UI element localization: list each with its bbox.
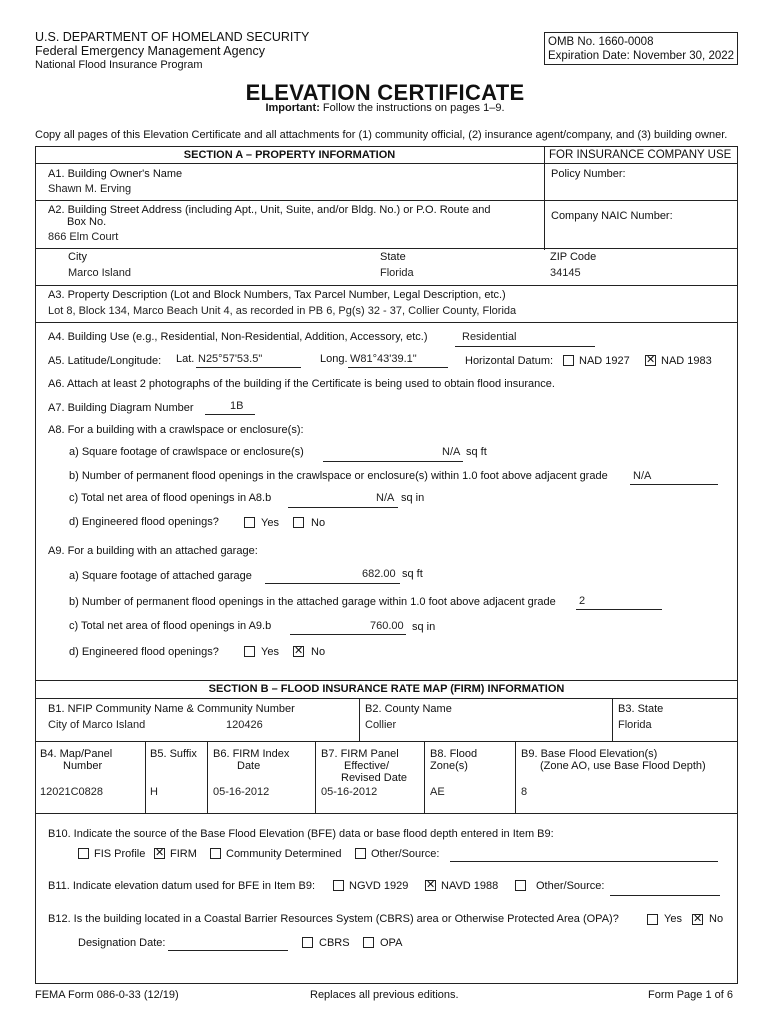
b8-flood-zone[interactable]: AE (430, 786, 445, 798)
b10-other-source-field[interactable] (450, 861, 718, 862)
b6-label: B6. FIRM Index (213, 748, 290, 760)
a2-label: A2. Building Street Address (including Apt., Unit, Suite, and/or Bldg. No.) or P.O. Route and (48, 204, 491, 216)
a7-diagram-number[interactable]: 1B (230, 400, 244, 412)
a8a-unit: sq ft (466, 446, 487, 458)
fis-profile-label: FIS Profile (94, 848, 146, 860)
state-value[interactable]: Florida (380, 267, 414, 279)
a9c-label: c) Total net area of flood openings in A9.b (69, 620, 272, 632)
a2-street-address[interactable]: 866 Elm Court (48, 231, 119, 243)
b7-label-cont-2: Revised Date (341, 772, 408, 784)
a7-label: A7. Building Diagram Number (48, 402, 194, 414)
a9d-no-checkbox[interactable]: ✕ (294, 645, 304, 657)
a9d-yes-checkbox[interactable] (244, 646, 255, 657)
a8d-yes-label: Yes (261, 517, 279, 529)
nad1983-checkbox[interactable]: ✕ (646, 354, 656, 366)
agency-header (35, 30, 309, 72)
a8b-label: b) Number of permanent flood openings in the crawlspace or enclosure(s) within 1.0 foot above adjacent grade (69, 470, 608, 482)
a8a-underline (323, 461, 463, 462)
b9-label-cont: (Zone AO, use Base Flood Depth) (540, 760, 706, 772)
nad1927-checkbox[interactable] (563, 355, 574, 366)
a9-label: A9. For a building with an attached garage: (48, 545, 258, 557)
a8b-underline (630, 484, 718, 485)
divider (35, 248, 738, 249)
important-label: Important: (265, 102, 320, 114)
a9a-label: a) Square footage of attached garage (69, 570, 252, 582)
city-label: City (68, 251, 87, 263)
navd1988-checkbox[interactable]: ✕ (426, 879, 436, 891)
long-underline (348, 367, 448, 368)
b8-label: B8. Flood (430, 748, 478, 760)
b12-label: B12. Is the building located in a Coastal Barrier Resources System (CBRS) area or Otherwise Protected Area (OPA)? (48, 913, 619, 925)
divider (424, 741, 425, 813)
a4-label: A4. Building Use (e.g., Residential, Non-Residential, Addition, Accessory, etc.) (48, 331, 428, 343)
b7-label: B7. FIRM Panel (321, 748, 399, 760)
a7-underline (205, 414, 255, 415)
a8c-underline (288, 507, 398, 508)
a9a-value[interactable]: 682.00 (362, 568, 396, 580)
cbrs-checkbox[interactable] (302, 937, 313, 948)
a1-label: A1. Building Owner's Name (48, 168, 183, 180)
company-naic-label: Company NAIC Number: (551, 210, 673, 222)
a9b-underline (576, 609, 662, 610)
b8-label-cont: Zone(s) (430, 760, 468, 772)
lat-underline (196, 367, 301, 368)
b12-no-checkbox[interactable]: ✕ (693, 913, 703, 925)
divider (515, 741, 516, 813)
b6-firm-index-date[interactable]: 05-16-2012 (213, 786, 270, 798)
ngvd1929-label: NGVD 1929 (349, 880, 409, 892)
a8c-label: c) Total net area of flood openings in A8.b (69, 492, 272, 504)
b6-label-cont: Date (237, 760, 261, 772)
a8d-label: d) Engineered flood openings? (69, 516, 219, 528)
omb-box (544, 32, 738, 65)
insurance-use-label: FOR INSURANCE COMPANY USE (549, 149, 732, 161)
form-number: FEMA Form 086-0-33 (12/19) (35, 989, 179, 1001)
nad1983-label: NAD 1983 (661, 355, 712, 367)
important-note (0, 102, 770, 114)
b9-label: B9. Base Flood Elevation(s) (521, 748, 658, 760)
b3-state[interactable]: Florida (618, 719, 652, 731)
horizontal-datum-label: Horizontal Datum: (465, 355, 554, 367)
firm-checkbox[interactable]: ✕ (155, 847, 165, 859)
policy-number-label: Policy Number: (551, 168, 626, 180)
page-title: ELEVATION CERTIFICATE (245, 80, 525, 105)
section-b-title: SECTION B – FLOOD INSURANCE RATE MAP (FIRM) INFORMATION (208, 683, 565, 695)
section-a-title: SECTION A – PROPERTY INFORMATION (183, 149, 396, 161)
b1-community-name[interactable]: City of Marco Island (48, 719, 146, 731)
b11-other-source-checkbox[interactable] (515, 880, 526, 891)
a8a-label: a) Square footage of crawlspace or enclosure(s) (69, 446, 304, 458)
divider (35, 741, 738, 742)
b4-label: B4. Map/Panel (40, 748, 113, 760)
a8c-value[interactable]: N/A (376, 492, 395, 504)
divider (35, 285, 738, 286)
b11-label: B11. Indicate elevation datum used for BFE in Item B9: (48, 880, 315, 892)
b5-label: B5. Suffix (150, 748, 197, 760)
b10-other-source-checkbox[interactable] (355, 848, 366, 859)
expiration-date: Expiration Date: November 30, 2022 (548, 50, 735, 62)
ngvd1929-checkbox[interactable] (333, 880, 344, 891)
zip-value[interactable]: 34145 (550, 267, 581, 279)
page-number: Form Page 1 of 6 (648, 989, 733, 1001)
latitude-value[interactable]: N25°57'53.5" (198, 353, 263, 365)
b11-other-source-label: Other/Source: (536, 880, 605, 892)
divider (359, 698, 360, 741)
b12-no-label: No (709, 913, 724, 925)
longitude-value[interactable]: W81°43'39.1" (350, 353, 417, 365)
divider (35, 698, 738, 699)
divider (35, 813, 738, 814)
b1-label: B1. NFIP Community Name & Community Number (48, 703, 295, 715)
a9b-value[interactable]: 2 (579, 595, 586, 607)
agency-line-3: National Flood Insurance Program (35, 59, 203, 71)
community-determined-checkbox[interactable] (210, 848, 221, 859)
a4-underline (455, 346, 595, 347)
a6-label: A6. Attach at least 2 photographs of the building if the Certificate is being used to obtain flood insurance. (48, 378, 555, 390)
a9c-underline (290, 634, 406, 635)
a8-label: A8. For a building with a crawlspace or enclosure(s): (48, 424, 304, 436)
divider (544, 146, 545, 250)
b10-label: B10. Indicate the source of the Base Flood Elevation (BFE) data or base flood depth entered in Item B9: (48, 828, 554, 840)
a8c-unit: sq in (401, 492, 425, 504)
city-value[interactable]: Marco Island (68, 267, 131, 279)
b4-label-cont: Number (63, 760, 103, 772)
fis-profile-checkbox[interactable] (78, 848, 89, 859)
lat-label: Lat. (176, 353, 195, 365)
divider (207, 741, 208, 813)
divider (35, 163, 738, 164)
a9d-yes-label: Yes (261, 646, 279, 658)
b3-label: B3. State (618, 703, 664, 715)
opa-checkbox[interactable] (363, 937, 374, 948)
b11-other-source-field[interactable] (610, 895, 720, 896)
copy-instructions: Copy all pages of this Elevation Certificate and all attachments for (1) community official, (2) insurance agent/company, and (3) building owner. (35, 129, 728, 141)
b2-county-name[interactable]: Collier (365, 719, 397, 731)
a2-label-cont: Box No. (67, 216, 107, 228)
a4-building-use[interactable]: Residential (462, 331, 517, 343)
nad1927-label: NAD 1927 (579, 355, 630, 367)
b1-community-number[interactable]: 120426 (226, 719, 263, 731)
b5-suffix[interactable]: H (150, 786, 158, 798)
a3-label: A3. Property Description (Lot and Block Numbers, Tax Parcel Number, Legal Description, etc.) (48, 289, 506, 301)
a9d-no-label: No (311, 646, 326, 658)
b2-label: B2. County Name (365, 703, 452, 715)
a8a-value[interactable]: N/A (442, 446, 461, 458)
a1-owner-name[interactable]: Shawn M. Erving (48, 183, 132, 195)
b4-map-panel-number[interactable]: 12021C0828 (40, 786, 104, 798)
agency-line-1: U.S. DEPARTMENT OF HOMELAND SECURITY (35, 30, 310, 44)
divider (35, 200, 738, 201)
a9b-label: b) Number of permanent flood openings in the attached garage within 1.0 foot above adjacent grade (69, 596, 556, 608)
divider (145, 741, 146, 813)
b12-yes-checkbox[interactable] (647, 914, 658, 925)
important-text: Follow the instructions on pages 1–9. (319, 102, 505, 114)
a9c-value[interactable]: 760.00 (370, 620, 404, 632)
b12-yes-label: Yes (664, 913, 682, 925)
zip-label: ZIP Code (550, 251, 597, 263)
state-label: State (380, 251, 406, 263)
replaces-note: Replaces all previous editions. (310, 989, 459, 1001)
agency-line-2: Federal Emergency Management Agency (35, 44, 265, 58)
a9a-unit: sq ft (402, 568, 423, 580)
designation-date-label: Designation Date: (78, 937, 166, 949)
cbrs-label: CBRS (319, 937, 350, 949)
long-label: Long. (320, 353, 348, 365)
firm-label: FIRM (170, 848, 197, 860)
navd1988-label: NAVD 1988 (441, 880, 499, 892)
opa-label: OPA (380, 937, 403, 949)
a9d-label: d) Engineered flood openings? (69, 646, 219, 658)
community-determined-label: Community Determined (226, 848, 342, 860)
a8b-value[interactable]: N/A (633, 470, 652, 482)
a8d-no-checkbox[interactable] (293, 517, 304, 528)
b7-label-cont-1: Effective/ (344, 760, 390, 772)
a5-label: A5. Latitude/Longitude: (48, 355, 162, 367)
a3-property-description[interactable]: Lot 8, Block 134, Marco Beach Unit 4, as recorded in PB 6, Pg(s) 32 - 37, Collier County, Florida (48, 305, 517, 317)
a8d-yes-checkbox[interactable] (244, 517, 255, 528)
divider (35, 322, 738, 323)
b10-other-source-label: Other/Source: (371, 848, 440, 860)
a9a-underline (265, 583, 400, 584)
divider (35, 680, 738, 681)
b9-base-flood-elevation[interactable]: 8 (521, 786, 528, 798)
divider (315, 741, 316, 813)
divider (612, 698, 613, 741)
designation-date-field[interactable] (168, 950, 288, 951)
b7-firm-panel-date[interactable]: 05-16-2012 (321, 786, 378, 798)
a8d-no-label: No (311, 517, 326, 529)
omb-number: OMB No. 1660-0008 (548, 36, 654, 48)
a9c-unit: sq in (412, 621, 436, 633)
